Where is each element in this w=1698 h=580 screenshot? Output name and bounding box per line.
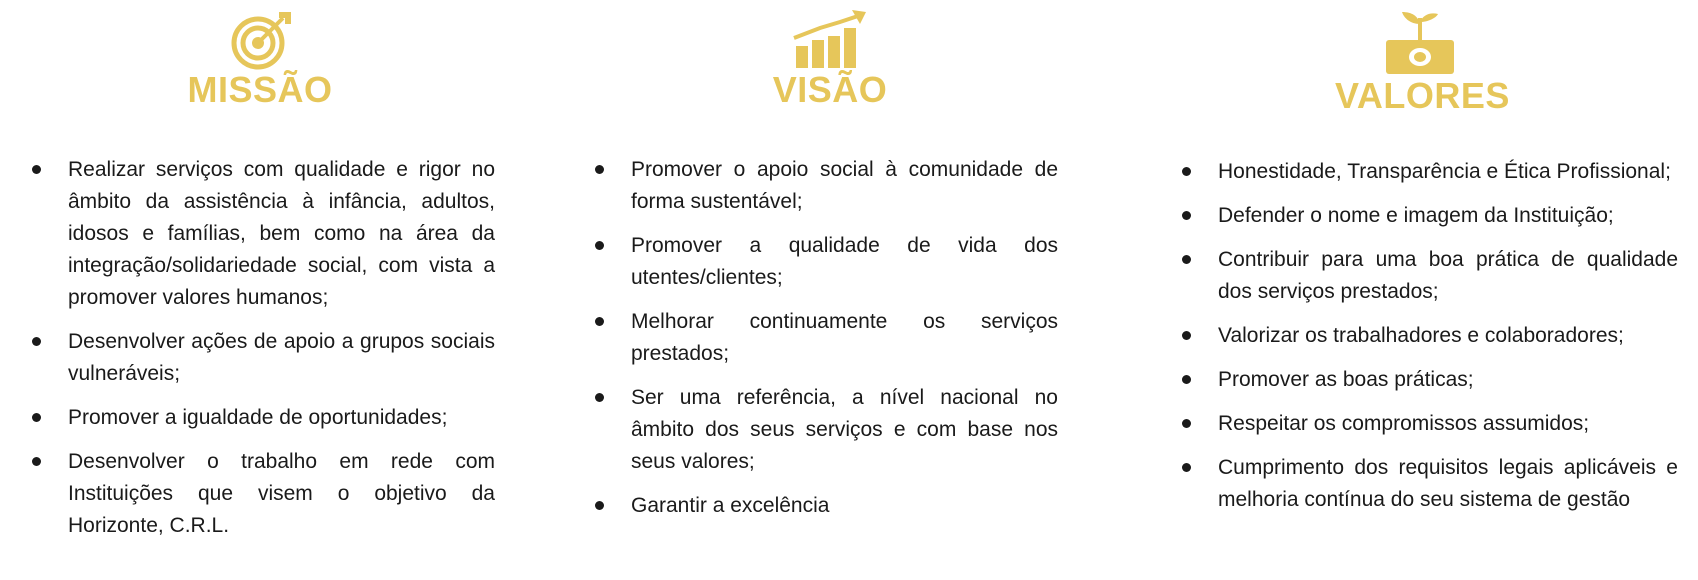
list-item-text: Ser uma referência, a nível nacional no âmbito dos seus serviços e com base nos seus valores;: [631, 386, 1058, 473]
bullet-icon: [595, 165, 604, 174]
list-item: [593, 382, 1058, 478]
list-item-text: Promover a igualdade de oportunidades;: [68, 406, 448, 429]
bullet-icon: [1182, 463, 1191, 472]
list-item-text: Honestidade, Transparência e Ética Profissional;: [1218, 160, 1671, 183]
list-item-text: Promover as boas práticas;: [1218, 368, 1474, 391]
list-item: [30, 402, 495, 434]
bullet-icon: [1182, 331, 1191, 340]
list-item-text: Defender o nome e imagem da Instituição;: [1218, 204, 1614, 227]
bullet-icon: [32, 165, 41, 174]
list-item-text: Desenvolver o trabalho em rede com Instituições que visem o objetivo da Horizonte, C.R.L.: [68, 450, 495, 537]
bullet-icon: [32, 457, 41, 466]
list-item-text: Respeitar os compromissos assumidos;: [1218, 412, 1590, 435]
valores-title: VALORES: [1335, 75, 1510, 116]
growth-chart-icon: [790, 10, 870, 70]
list-item-text: Valorizar os trabalhadores e colaboradores;: [1218, 324, 1624, 347]
bullet-icon: [595, 501, 604, 510]
bullet-icon: [1182, 211, 1191, 220]
list-item: [1180, 408, 1678, 440]
list-item-text: Cumprimento dos requisitos legais aplicáveis e melhoria contínua do seu sistema de gestão: [1218, 456, 1678, 511]
bullet-icon: [1182, 255, 1191, 264]
list-item: [593, 306, 1058, 370]
missao-title: MISSÃO: [187, 69, 333, 110]
visao-header: [755, 10, 905, 110]
list-item-text: Realizar serviços com qualidade e rigor no âmbito da assistência à infância, adultos, idosos e famílias, bem como na área da integração/solidariedade social, com vista a promover valores humanos;: [68, 158, 495, 309]
list-item: [1180, 200, 1678, 232]
list-item: [30, 326, 495, 390]
list-item-text: Garantir a excelência: [631, 494, 830, 517]
list-item: [593, 230, 1058, 294]
visao-list: [593, 154, 1058, 534]
list-item: [1180, 156, 1678, 188]
bullet-icon: [1182, 167, 1191, 176]
missao-header: [170, 10, 350, 110]
list-item: [30, 154, 495, 314]
bullet-icon: [595, 241, 604, 250]
list-item-text: Contribuir para uma boa prática de qualidade dos serviços prestados;: [1218, 248, 1678, 303]
visao-title: VISÃO: [772, 69, 888, 110]
list-item: [1180, 320, 1678, 352]
list-item: [593, 490, 1058, 522]
target-icon: [225, 10, 295, 70]
valores-list: [1180, 156, 1678, 528]
list-item: [1180, 452, 1678, 516]
valores-header: [1335, 10, 1510, 116]
list-item: [30, 446, 495, 542]
bullet-icon: [1182, 419, 1191, 428]
bullet-icon: [32, 413, 41, 422]
list-item: [1180, 364, 1678, 396]
bullet-icon: [1182, 375, 1191, 384]
list-item-text: Melhorar continuamente os serviços prestados;: [631, 310, 1058, 365]
bullet-icon: [595, 317, 604, 326]
list-item-text: Desenvolver ações de apoio a grupos sociais vulneráveis;: [68, 330, 495, 385]
list-item: [593, 154, 1058, 218]
list-item-text: Promover o apoio social à comunidade de forma sustentável;: [631, 158, 1058, 213]
list-item: [1180, 244, 1678, 308]
money-plant-icon: [1380, 10, 1460, 76]
list-item-text: Promover a qualidade de vida dos utentes/clientes;: [631, 234, 1058, 289]
bullet-icon: [595, 393, 604, 402]
missao-list: [30, 154, 495, 554]
bullet-icon: [32, 337, 41, 346]
